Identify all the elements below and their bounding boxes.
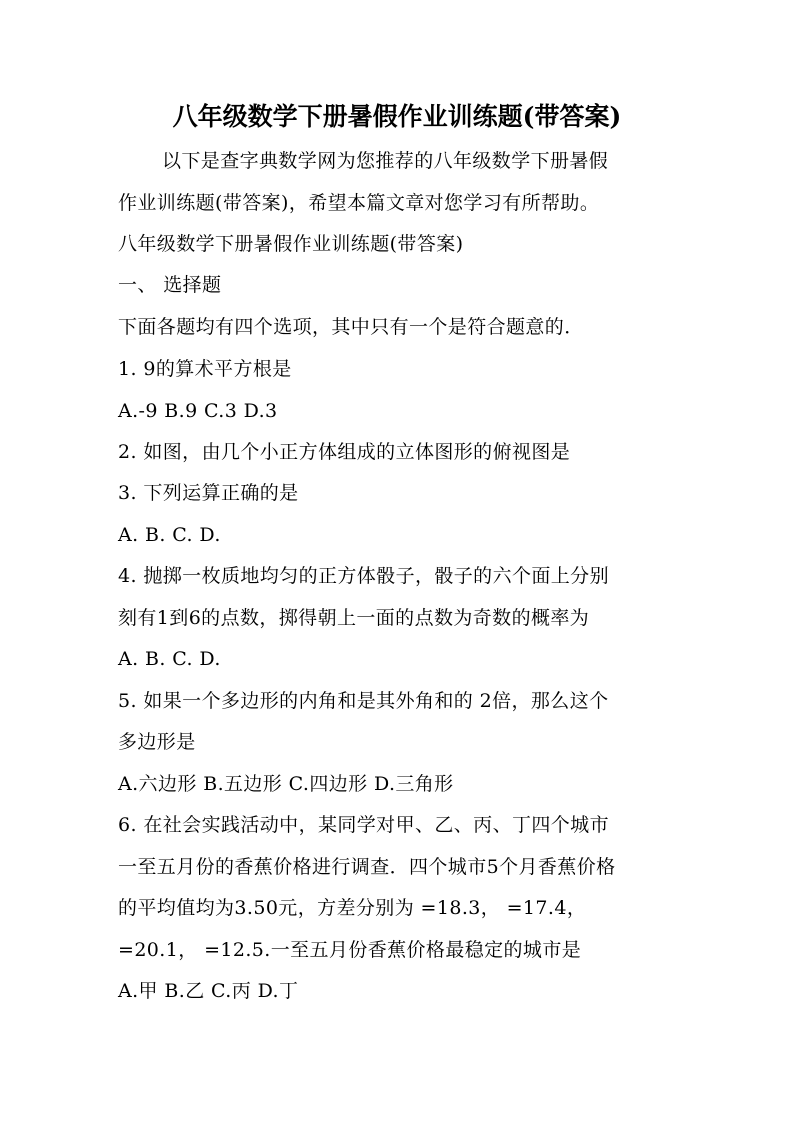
intro-line-2: 作业训练题(带答案)，希望本篇文章对您学习有所帮助。 [118, 192, 600, 214]
question-2: 2. 如图，由几个小正方体组成的立体图形的俯视图是 [118, 441, 571, 463]
question-3: 3. 下列运算正确的是 [118, 482, 299, 504]
document-title: 八年级数学下册暑假作业训练题(带答案) [172, 102, 622, 131]
question-5-line-1: 5. 如果一个多边形的内角和是其外角和的 2倍，那么这个 [118, 690, 609, 712]
question-6-line-2: 一至五月份的香蕉价格进行调查．四个城市5个月香蕉价格 [118, 856, 616, 878]
question-4-line-2: 刻有1到6的点数，掷得朝上一面的点数为奇数的概率为 [118, 607, 590, 629]
intro-line-1: 以下是查字典数学网为您推荐的八年级数学下册暑假 [162, 150, 609, 172]
question-5-options: A.六边形 B.五边形 C.四边形 D.三角形 [118, 773, 454, 795]
question-6-line-3: 的平均值均为3.50元，方差分别为 =18.3， =17.4， [118, 897, 587, 919]
question-6-line-4: =20.1， =12.5.一至五月份香蕉价格最稳定的城市是 [118, 939, 582, 961]
instruction-line: 下面各题均有四个选项，其中只有一个是符合题意的． [118, 316, 584, 338]
question-1: 1. 9的算术平方根是 [118, 358, 292, 380]
subtitle-line: 八年级数学下册暑假作业训练题(带答案) [118, 233, 464, 255]
section-heading: 一、 选择题 [118, 274, 222, 296]
question-5-line-2: 多边形是 [118, 731, 196, 753]
question-4-line-1: 4. 抛掷一枚质地均匀的正方体骰子，骰子的六个面上分别 [118, 565, 609, 587]
question-3-options: A. B. C. D. [118, 524, 221, 546]
question-1-options: A.-9 B.9 C.3 D.3 [118, 400, 278, 422]
question-6-options: A.甲 B.乙 C.丙 D.丁 [118, 980, 299, 1002]
question-4-options: A. B. C. D. [118, 648, 221, 670]
question-6-line-1: 6. 在社会实践活动中，某同学对甲、乙、丙、丁四个城市 [118, 814, 609, 836]
